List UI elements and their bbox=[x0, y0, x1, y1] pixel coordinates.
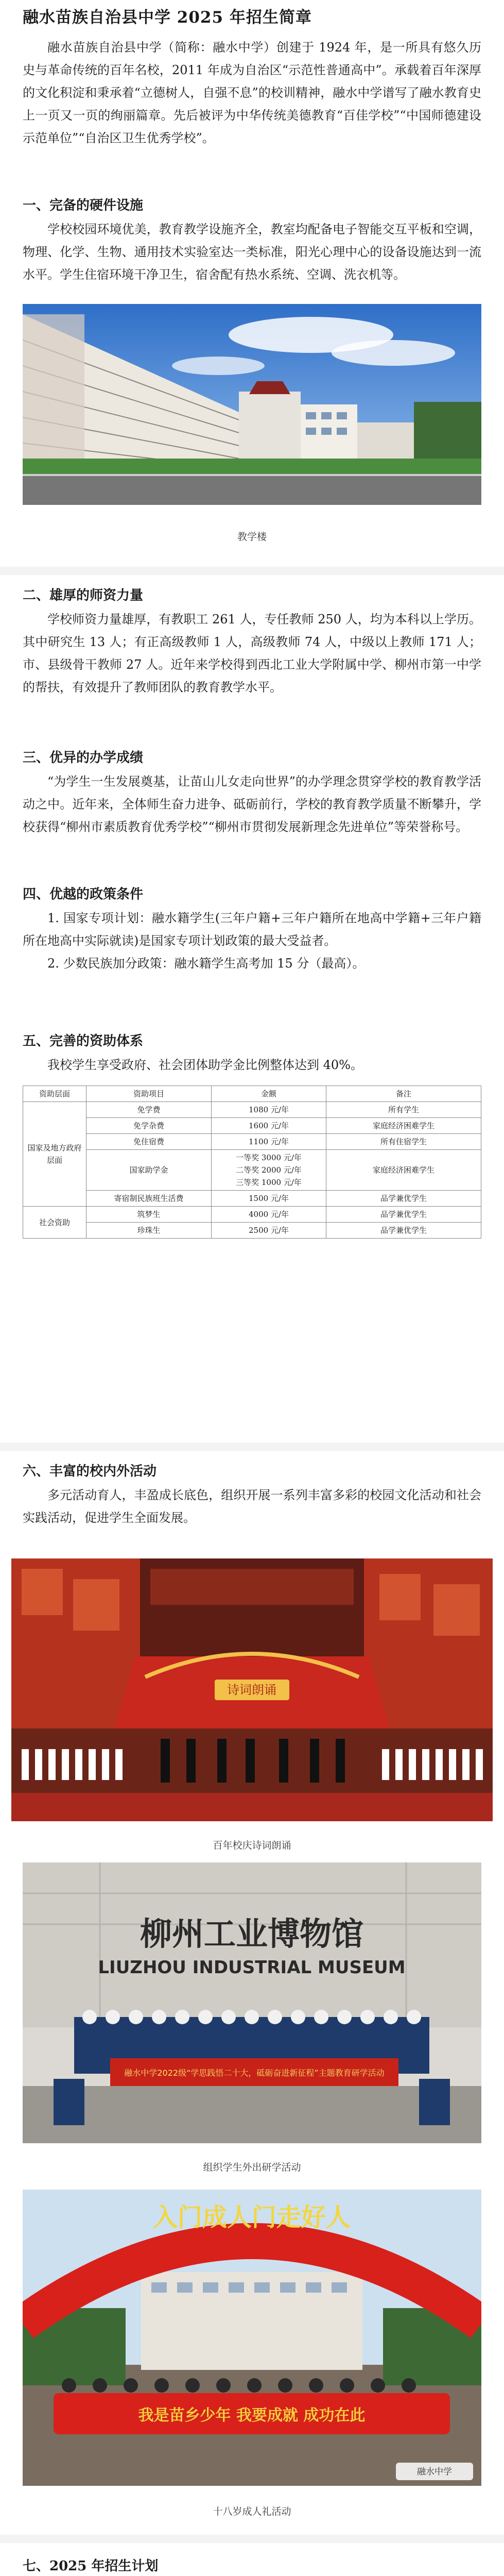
table-row bbox=[23, 1118, 481, 1134]
photo-caption: 教学楼 bbox=[237, 531, 267, 543]
table-cell: 1500 元/年 bbox=[212, 1191, 326, 1207]
table-cell: 筑梦生 bbox=[86, 1207, 212, 1223]
museum-name-cn: 柳州工业博物馆 bbox=[140, 1915, 364, 1953]
teaching-building-photo bbox=[23, 304, 481, 505]
museum-name-en: LIUZHOU INDUSTRIAL MUSEUM bbox=[98, 1957, 406, 1978]
table-cell: 1100 元/年 bbox=[212, 1134, 326, 1150]
photo-caption: 百年校庆诗词朗诵 bbox=[213, 1840, 291, 1851]
section-body: 学校校园环境优美，教育教学设施齐全，教室均配备电子智能交互平板和空调，物理、化学、生物、通用技术实验室达一类标准，阳光心理中心的设备设施达到一流水平。学生住宿环境干净卫生，宿舍配有热水系统、空调、洗衣机等。 bbox=[23, 222, 481, 282]
table-row bbox=[23, 1191, 481, 1207]
table-cell: 所有学生 bbox=[326, 1102, 481, 1118]
photo-caption: 组织学生外出研学活动 bbox=[203, 2162, 301, 2173]
table-cell: 免学杂费 bbox=[86, 1118, 212, 1134]
table-cell: 免住宿费 bbox=[86, 1134, 212, 1150]
table-cell: 1080 元/年 bbox=[212, 1102, 326, 1118]
section-heading: 一、完备的硬件设施 bbox=[23, 198, 144, 213]
table-cell: 珍珠生 bbox=[86, 1223, 212, 1239]
table-cell: 品学兼优学生 bbox=[326, 1207, 481, 1223]
section-activities bbox=[23, 1461, 481, 1529]
section-divider bbox=[0, 1443, 504, 1451]
table-cell: 国家助学金 bbox=[86, 1150, 212, 1191]
section-body: “为学生一生发展奠基，让苗山儿女走向世界”的办学理念贯穿学校的教育教学活动之中。近年来，全体师生奋力进争、砥砺前行，学校的教育教学质量不断攀升，学校获得“柳州市素质教育优秀学校”“柳州市贯彻发展新理念先进单位”等荣誉称号。 bbox=[23, 774, 481, 834]
policy-item-2: 2. 少数民族加分政策：融水籍学生高考加 15 分（最高）。 bbox=[47, 956, 365, 971]
section-heading: 二、雄厚的师资力量 bbox=[23, 588, 144, 603]
arch-slogan: 入门成人门走好人 bbox=[152, 2203, 351, 2232]
section-divider bbox=[0, 567, 504, 575]
section-funding bbox=[23, 1030, 481, 1239]
table-cell: 免学费 bbox=[86, 1102, 212, 1118]
table-group-cell: 社会资助 bbox=[23, 1207, 86, 1239]
section-heading: 四、优越的政策条件 bbox=[23, 887, 144, 902]
section-facilities bbox=[23, 195, 481, 286]
section-heading: 三、优异的办学成绩 bbox=[23, 750, 144, 766]
photo-caption: 十八岁成人礼活动 bbox=[213, 2506, 291, 2517]
intro-section bbox=[23, 36, 481, 149]
section-heading: 五、完善的资助体系 bbox=[23, 1033, 144, 1049]
table-row bbox=[23, 1150, 481, 1191]
table-cell: 4000 元/年 bbox=[212, 1207, 326, 1223]
table-row bbox=[23, 1134, 481, 1150]
table-cell: 1600 元/年 bbox=[212, 1118, 326, 1134]
section-policy bbox=[23, 884, 481, 975]
table-row bbox=[23, 1223, 481, 1239]
table-row bbox=[23, 1207, 481, 1223]
museum-trip-photo bbox=[23, 1862, 481, 2143]
section-divider bbox=[0, 2535, 504, 2543]
section-body: 学校师资力量雄厚，有教职工 261 人，专任教师 250 人，均为本科以上学历。其中研究生 13 人；有正高级教师 1 人，高级教师 74 人，中级以上教师 171 人；市、县级骨干教师 27 人。近年来学校得到西北工业大学附属中学、柳州市第一中学的帮扶，有效提升了教师团队的教育教学水平。 bbox=[23, 612, 481, 694]
table-cell: 2500 元/年 bbox=[212, 1223, 326, 1239]
table-cell: 一等奖 3000 元/年 二等奖 2000 元/年 三等奖 1000 元/年 bbox=[212, 1150, 326, 1191]
table-cell: 家庭经济困难学生 bbox=[326, 1150, 481, 1191]
table-header-cell: 资助层面 bbox=[23, 1086, 86, 1102]
table-cell: 寄宿制民族班生活费 bbox=[86, 1191, 212, 1207]
table-header-cell: 金额 bbox=[212, 1086, 326, 1102]
coming-of-age-photo bbox=[23, 2190, 481, 2486]
table-cell: 家庭经济困难学生 bbox=[326, 1118, 481, 1134]
table-cell: 品学兼优学生 bbox=[326, 1191, 481, 1207]
table-row bbox=[23, 1102, 481, 1118]
banner-text: 诗词朗诵 bbox=[227, 1683, 276, 1697]
table-cell: 品学兼优学生 bbox=[326, 1223, 481, 1239]
table-cell: 所有住宿学生 bbox=[326, 1134, 481, 1150]
table-header-row bbox=[23, 1086, 481, 1102]
table-header-cell: 资助项目 bbox=[86, 1086, 212, 1102]
section-achievements bbox=[23, 747, 481, 838]
intro-paragraph: 融水苗族自治县中学（简称：融水中学）创建于 1924 年，是一所具有悠久历史与革命传统的百年名校，2011 年成为自治区“示范性普通高中”。承载着百年深厚的文化积淀和秉承着“立德树人，自强不息”的校训精神，融水中学谱写了融水教育史上一页又一页的绚丽篇章。先后被评为中华传统美德教育“百佳学校”“中国师德建设示范单位”“自治区卫生优秀学校”。 bbox=[23, 40, 481, 145]
funding-table bbox=[23, 1086, 481, 1239]
policy-item-1: 1. 国家专项计划：融水籍学生(三年户籍+三年户籍所在地高中学籍+三年户籍所在地高中实际就读)是国家专项计划政策的最大受益者。 bbox=[23, 911, 481, 948]
study-trip-banner: 融水中学2022级“学思践悟二十大，砥砺奋进新征程”主题教育研学活动 bbox=[124, 2068, 385, 2078]
section-body: 我校学生享受政府、社会团体助学金比例整体达到 40%。 bbox=[47, 1058, 363, 1072]
table-group-cell: 国家及地方政府层面 bbox=[23, 1102, 86, 1207]
section-heading: 七、2025 年招生计划 bbox=[23, 2558, 159, 2574]
section-body: 多元活动育人，丰盈成长底色，组织开展一系列丰富多彩的校园文化活动和社会实践活动，促进学生全面发展。 bbox=[23, 1488, 481, 1525]
section-heading: 六、丰富的校内外活动 bbox=[23, 1464, 157, 1479]
table-header-cell: 备注 bbox=[326, 1086, 481, 1102]
page-title: 融水苗族自治县中学 2025 年招生简章 bbox=[23, 8, 312, 27]
poetry-recital-photo bbox=[11, 1558, 493, 1821]
watermark: 融水中学 bbox=[417, 2467, 452, 2477]
section-admission-plan bbox=[23, 2555, 481, 2576]
section-teachers bbox=[23, 585, 481, 699]
ceremony-banner: 我是苗乡少年 我要成就 成功在此 bbox=[138, 2406, 366, 2425]
